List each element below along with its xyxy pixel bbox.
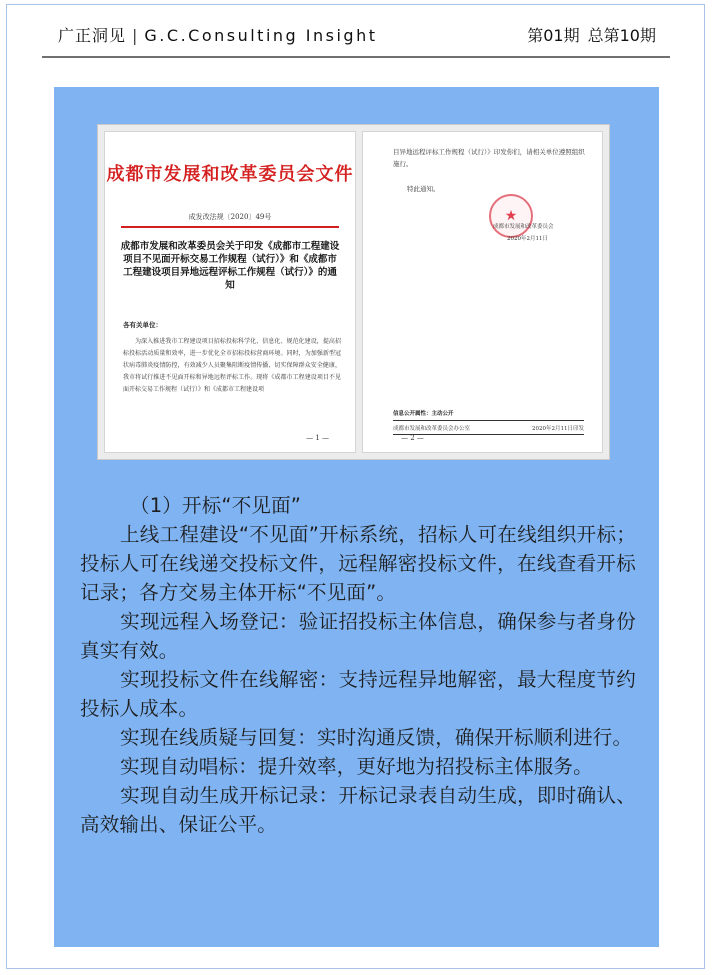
footer-rule-top [393, 420, 584, 421]
doc-body: 为深入推进我市工程建设项目招标投标科学化、信息化、规范化建设，提高招标投标活动质量和效率，进一步优化全市招标投标营商环境。同时，为加强新型冠状病毒肺炎疫情防控，有效减少人员聚集阻断疫情传播，切实保障群众安全健康，我市将试行推进不见面开标和异地远程评标工作。现将《成都市工程建设项目不见面开标交易工作规程（试行）》和《成都市工程建设项 [123, 338, 341, 393]
list-item-text: 实现在线质疑与回复：实时沟通反馈，确保开标顺利进行。 [120, 726, 633, 749]
doc-print-date: 2020年2月11日印发 [532, 426, 584, 432]
doc-issuer: 成都市发展和改革委员会 [493, 224, 554, 230]
doc-number: 成发改法规〔2020〕49号 [188, 213, 272, 221]
list-item [80, 752, 636, 781]
document-scan-image [97, 124, 610, 460]
intro-paragraph: 上线工程建设“不见面”开标系统，招标人可在线组织开标；投标人可在线递交投标文件，远程解密投标文件，在线查看开标记录；各方交易主体开标“不见面”。 [80, 523, 636, 604]
brand-cn: 广正洞见 [58, 26, 127, 45]
issue-total: 总第10期 [587, 26, 656, 45]
doc-heading: 成都市发展和改革委员会关于印发《成都市工程建设项目不见面开标交易工作规程（试行）》和《成都市工程建设项目异地远程评标工作规程（试行）》的通知 [120, 241, 340, 291]
list-item-text: 实现投标文件在线解密：支持远程异地解密，最大程度节约投标人成本。 [80, 668, 636, 720]
doc-closing: 特此通知。 [407, 185, 440, 193]
list-item-text: 实现自动生成开标记录：开标记录表自动生成，即时确认、高效输出、保证公平。 [80, 784, 636, 836]
list-item-text: 实现自动唱标：提升效率，更好地为招投标主体服务。 [120, 755, 593, 778]
page-header [42, 10, 670, 58]
doc-title: 成都市发展和改革委员会文件 [106, 164, 354, 185]
document-page-2 [362, 131, 603, 453]
page-number-2: — 2 — [401, 434, 424, 442]
list-item-text: 实现远程入场登记：验证招投标主体信息，确保参与者身份真实有效。 [80, 610, 636, 662]
list-item [80, 607, 636, 665]
list-item [80, 781, 636, 839]
doc-salutation: 各有关单位： [123, 321, 162, 329]
red-divider [121, 226, 339, 228]
article-text [80, 491, 636, 839]
list-item [80, 665, 636, 723]
section-heading: （1）开标“不见面” [130, 494, 302, 517]
brand [58, 23, 377, 46]
brand-en: G.C.Consulting Insight [144, 26, 378, 45]
list-item [80, 723, 636, 752]
doc-continuation: 目异地远程评标工作规程（试行）》印发你们，请相关单位遵照组织施行。 [393, 148, 585, 168]
doc-office: 成都市发展和改革委员会办公室 [393, 426, 471, 432]
issue-label [527, 23, 656, 46]
brand-separator: | [132, 26, 139, 45]
page-number-1: — 1 — [306, 434, 329, 442]
issue-number: 第01期 [527, 26, 580, 45]
document-page-1 [104, 131, 356, 453]
doc-disclosure: 信息公开属性：主动公开 [393, 411, 454, 417]
content-panel [54, 87, 659, 947]
official-seal-icon: ★ [489, 194, 533, 238]
doc-issue-date: 2020年2月11日 [507, 236, 548, 242]
